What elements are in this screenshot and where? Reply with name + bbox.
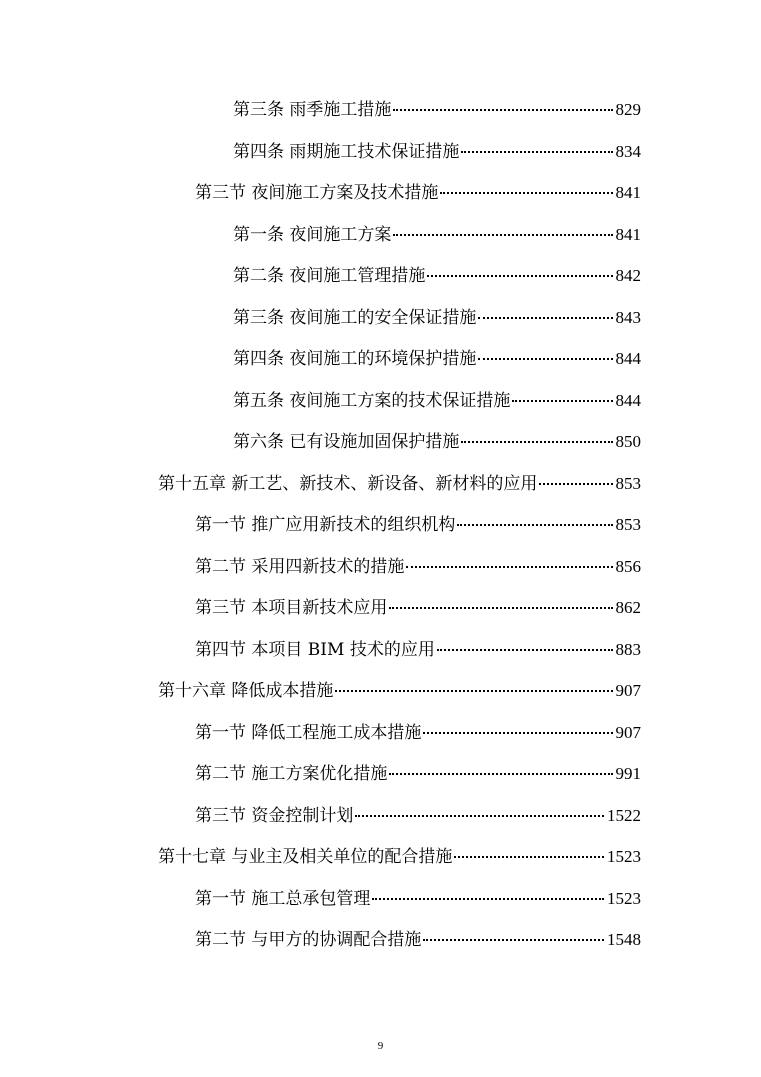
dot-leader [389, 773, 612, 775]
toc-entry-page: 850 [615, 432, 641, 451]
toc-entry-title: 第三节 资金控制计划 [195, 806, 354, 826]
dot-leader [423, 732, 612, 734]
dot-leader [457, 524, 612, 526]
toc-entry[interactable] [233, 139, 641, 165]
toc-entry[interactable] [158, 471, 641, 497]
dot-leader [539, 483, 612, 485]
page-number: 9 [377, 1040, 384, 1052]
toc-entry-page: 841 [615, 183, 641, 202]
dot-leader [389, 607, 612, 609]
toc-entry-page: 844 [615, 349, 641, 368]
dot-leader [478, 317, 612, 319]
toc-entry[interactable] [158, 678, 641, 704]
toc-entry-title: 第二条 夜间施工管理措施 [233, 266, 426, 286]
toc-entry[interactable] [195, 761, 641, 787]
toc-entry-title: 第一条 夜间施工方案 [233, 225, 392, 245]
dot-leader [437, 649, 613, 651]
toc-entry[interactable] [195, 720, 641, 746]
toc-entry-title: 第十七章 与业主及相关单位的配合措施 [158, 847, 453, 867]
toc-entry-title: 第二节 施工方案优化措施 [195, 764, 388, 784]
toc-entry-page: 1522 [607, 806, 641, 825]
toc-entry-page: 829 [615, 100, 641, 119]
toc-entry-title: 第三条 夜间施工的安全保证措施 [233, 308, 477, 328]
toc-entry[interactable] [233, 346, 641, 372]
toc-entry[interactable] [195, 180, 641, 206]
toc-entry[interactable] [233, 305, 641, 331]
dot-leader [440, 192, 612, 194]
toc-entry[interactable] [233, 263, 641, 289]
toc-entry-page: 1523 [607, 847, 641, 866]
toc-entry[interactable] [195, 886, 641, 912]
toc-entry-title: 第一节 施工总承包管理 [195, 889, 371, 909]
toc-entry-page: 844 [615, 391, 641, 410]
dot-leader [427, 275, 612, 277]
dot-leader [423, 939, 604, 941]
dot-leader [512, 400, 612, 402]
toc-entry-page: 883 [615, 640, 641, 659]
toc-entry-title: 第一节 降低工程施工成本措施 [195, 723, 422, 743]
dot-leader [454, 856, 604, 858]
toc-entry-title: 第六条 已有设施加固保护措施 [233, 432, 460, 452]
dot-leader [461, 441, 612, 443]
toc-entry-title: 第十六章 降低成本措施 [158, 681, 334, 701]
dot-leader [372, 898, 604, 900]
toc-entry-title: 第三节 本项目新技术应用 [195, 598, 388, 618]
dot-leader [393, 234, 612, 236]
toc-entry-page: 843 [615, 308, 641, 327]
toc-entry-title: 第四节 本项目 BIM 技术的应用 [195, 640, 435, 660]
toc-entry-title: 第五条 夜间施工方案的技术保证措施 [233, 391, 511, 411]
toc-entry-title: 第二节 采用四新技术的措施 [195, 557, 405, 577]
dot-leader [478, 358, 612, 360]
toc-entry[interactable] [195, 512, 641, 538]
toc-entry-page: 842 [615, 266, 641, 285]
toc-entry-page: 862 [615, 598, 641, 617]
toc-entry-page: 1548 [607, 930, 641, 949]
dot-leader [335, 690, 612, 692]
toc-entry-page: 907 [615, 723, 641, 742]
toc-entry-title: 第三节 夜间施工方案及技术措施 [195, 183, 439, 203]
toc-entry-page: 853 [615, 515, 641, 534]
dot-leader [406, 566, 612, 568]
dot-leader [461, 151, 612, 153]
toc-entry[interactable] [233, 222, 641, 248]
toc-entry-page: 841 [615, 225, 641, 244]
toc-entry-title: 第四条 夜间施工的环境保护措施 [233, 349, 477, 369]
toc-entry[interactable] [195, 595, 641, 621]
toc-entry[interactable] [233, 429, 641, 455]
toc-entry-page: 1523 [607, 889, 641, 908]
toc-entry[interactable] [195, 927, 641, 953]
toc-entry[interactable] [158, 844, 641, 870]
dot-leader [393, 109, 612, 111]
toc-entry[interactable] [233, 97, 641, 123]
toc-entry-page: 856 [615, 557, 641, 576]
toc-entry[interactable] [195, 803, 641, 829]
toc-entry[interactable] [195, 554, 641, 580]
dot-leader [355, 815, 604, 817]
toc-entry-title: 第十五章 新工艺、新技术、新设备、新材料的应用 [158, 474, 538, 494]
toc-entry-title: 第一节 推广应用新技术的组织机构 [195, 515, 456, 535]
toc-entry-page: 907 [615, 681, 641, 700]
toc-entry-page: 834 [615, 142, 641, 161]
toc-entry-page: 991 [615, 764, 641, 783]
toc-entry[interactable] [195, 637, 641, 663]
toc-entry-title: 第二节 与甲方的协调配合措施 [195, 930, 422, 950]
toc-entry-title: 第四条 雨期施工技术保证措施 [233, 142, 460, 162]
toc-entry-title: 第三条 雨季施工措施 [233, 100, 392, 120]
toc-entry[interactable] [233, 388, 641, 414]
toc-entry-page: 853 [615, 474, 641, 493]
